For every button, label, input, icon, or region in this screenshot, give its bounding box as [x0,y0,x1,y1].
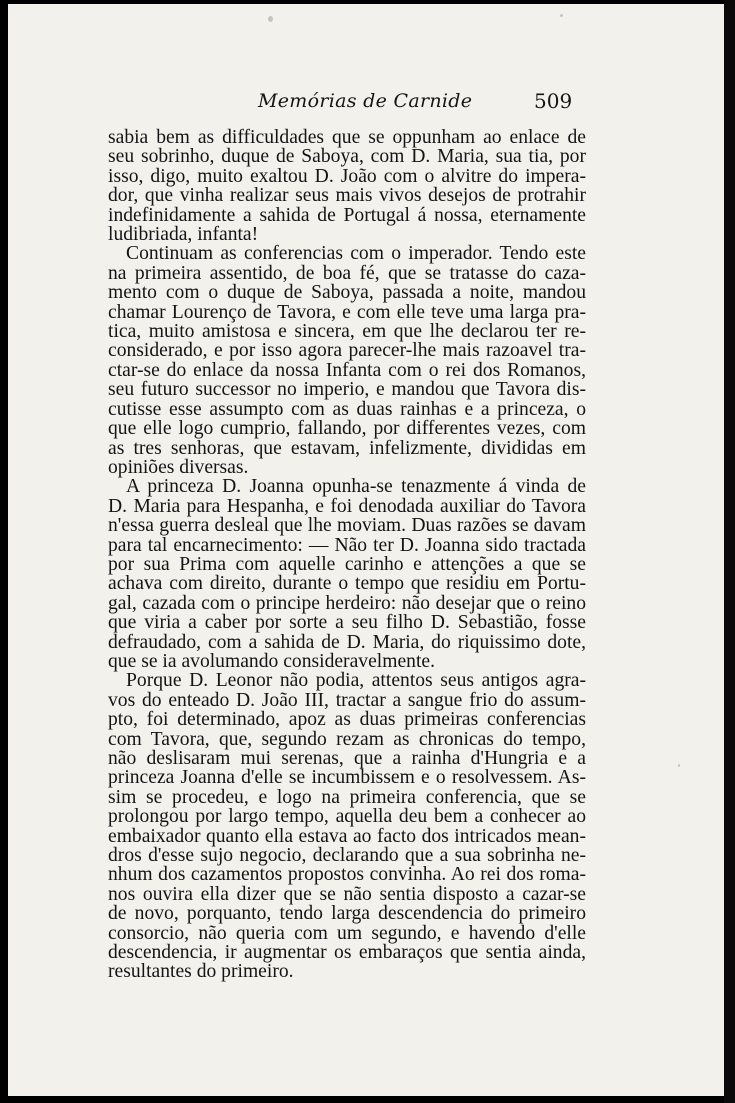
text-line: prolongou por largo tempo, aquella deu bem a conhecer ao [108,806,586,828]
text-line: chamar Lourenço de Tavora, e com elle teve uma larga pra- [108,301,586,323]
text-line: Porque D. Leonor não podia, attentos seus antigos agra- [126,670,586,692]
paper-speck [678,764,680,767]
text-line: opiniões diversas. [108,456,249,478]
text-line: que elle logo cumprio, fallando, por differentes vezes, com [108,418,586,440]
body-text [108,128,586,982]
text-line: n'essa guerra desleal que lhe moviam. Duas razões se davam [108,515,586,537]
page-header [8,90,724,120]
text-line: na primeira assentido, de boa fé, que se tratasse do caza- [108,262,586,284]
book-page [8,4,724,1096]
text-line: nhum dos cazamentos propostos convinha. Ao rei dos roma- [108,864,586,886]
text-line: sim se procedeu, e logo na primeira conferencia, que se [108,786,586,808]
text-line: cutisse esse assumpto com as duas rainhas e a princeza, o [108,398,586,420]
text-line: isso, digo, muito exaltou D. João com o alvitre do impera- [108,165,586,187]
page-number: 509 [534,89,573,113]
text-line: com Tavora, que, segundo rezam as chronicas do tempo, [108,728,586,750]
text-line: dros d'esse sujo negocio, declarando que a sua sobrinha ne- [108,845,586,867]
text-line: mento com o duque de Saboya, passada a noite, mandou [108,282,586,304]
text-line: vos do enteado D. João III, tractar a sangue frio do assum- [108,689,586,711]
text-line: por sua Prima com aquelle carinho e attenções a que se [108,553,586,575]
text-line: defraudado, com a sahida de D. Maria, do riquissimo dote, [108,631,586,653]
paper-speck [268,16,273,22]
text-line: descendencia, ir augmentar os embaraços que sentia ainda, [108,942,586,964]
text-line: resultantes do primeiro. [108,961,294,983]
text-line: para tal encarnecimento: — Não ter D. Joanna sido tractada [108,534,586,556]
text-line: ludibriada, infanta! [108,224,259,246]
running-title: Memórias de Carnide [258,90,473,112]
text-line: princeza Joanna d'elle se incumbissem e o resolvessem. As- [108,767,586,789]
text-line: dor, que vinha realizar seus mais vivos desejos de protrahir [108,185,586,207]
text-line: seu sobrinho, duque de Saboya, com D. Maria, sua tia, por [108,146,586,168]
text-line: gal, cazada com o principe herdeiro: não desejar que o reino [108,592,586,614]
text-line: consorcio, não queria com um segundo, e havendo d'elle [108,922,586,944]
text-line: sabia bem as difficuldades que se oppunham ao enlace de [108,127,586,148]
text-line: ctar-se do enlace da nossa Infanta com o rei dos Romanos, [108,359,586,381]
text-line: que viria a caber por sorte a seu filho D. Sebastião, fosse [108,612,586,634]
text-line: embaixador quanto ella estava ao facto dos intricados mean- [108,825,586,847]
text-line: que se ia avolumando consideravelmente. [108,650,435,672]
text-line: tica, muito amistosa e sincera, em que lhe declarou ter re- [108,321,586,343]
text-line: seu futuro successor no imperio, e mandou que Tavora dis- [108,379,586,401]
text-line: não deslisaram mui serenas, que a rainha d'Hungria e a [108,748,586,769]
text-line: as tres senhoras, que estavam, infelizmente, divididas em [108,437,586,459]
text-line: pto, foi determinado, apoz as duas primeiras conferencias [108,709,586,731]
text-line: D. Maria para Hespanha, e foi denodada auxiliar do Tavora [108,495,586,517]
text-line: achava com direito, durante o tempo que residiu em Portu- [108,573,586,595]
scan-border [724,0,735,1103]
text-line: A princeza D. Joanna opunha-se tenazmente á vinda de [126,476,586,498]
text-line: Continuam as conferencias com o imperador. Tendo este [126,243,586,265]
text-line: de novo, porquanto, tendo larga descendencia do primeiro [108,903,586,925]
text-line: nos ouvira ella dizer que se não sentia disposto a cazar-se [108,883,586,905]
text-line: indefinidamente a sahida de Portugal á nossa, eternamente [108,204,586,226]
text-line: considerado, e por isso agora parecer-lhe mais razoavel tra- [108,340,586,362]
paper-speck [560,14,563,17]
